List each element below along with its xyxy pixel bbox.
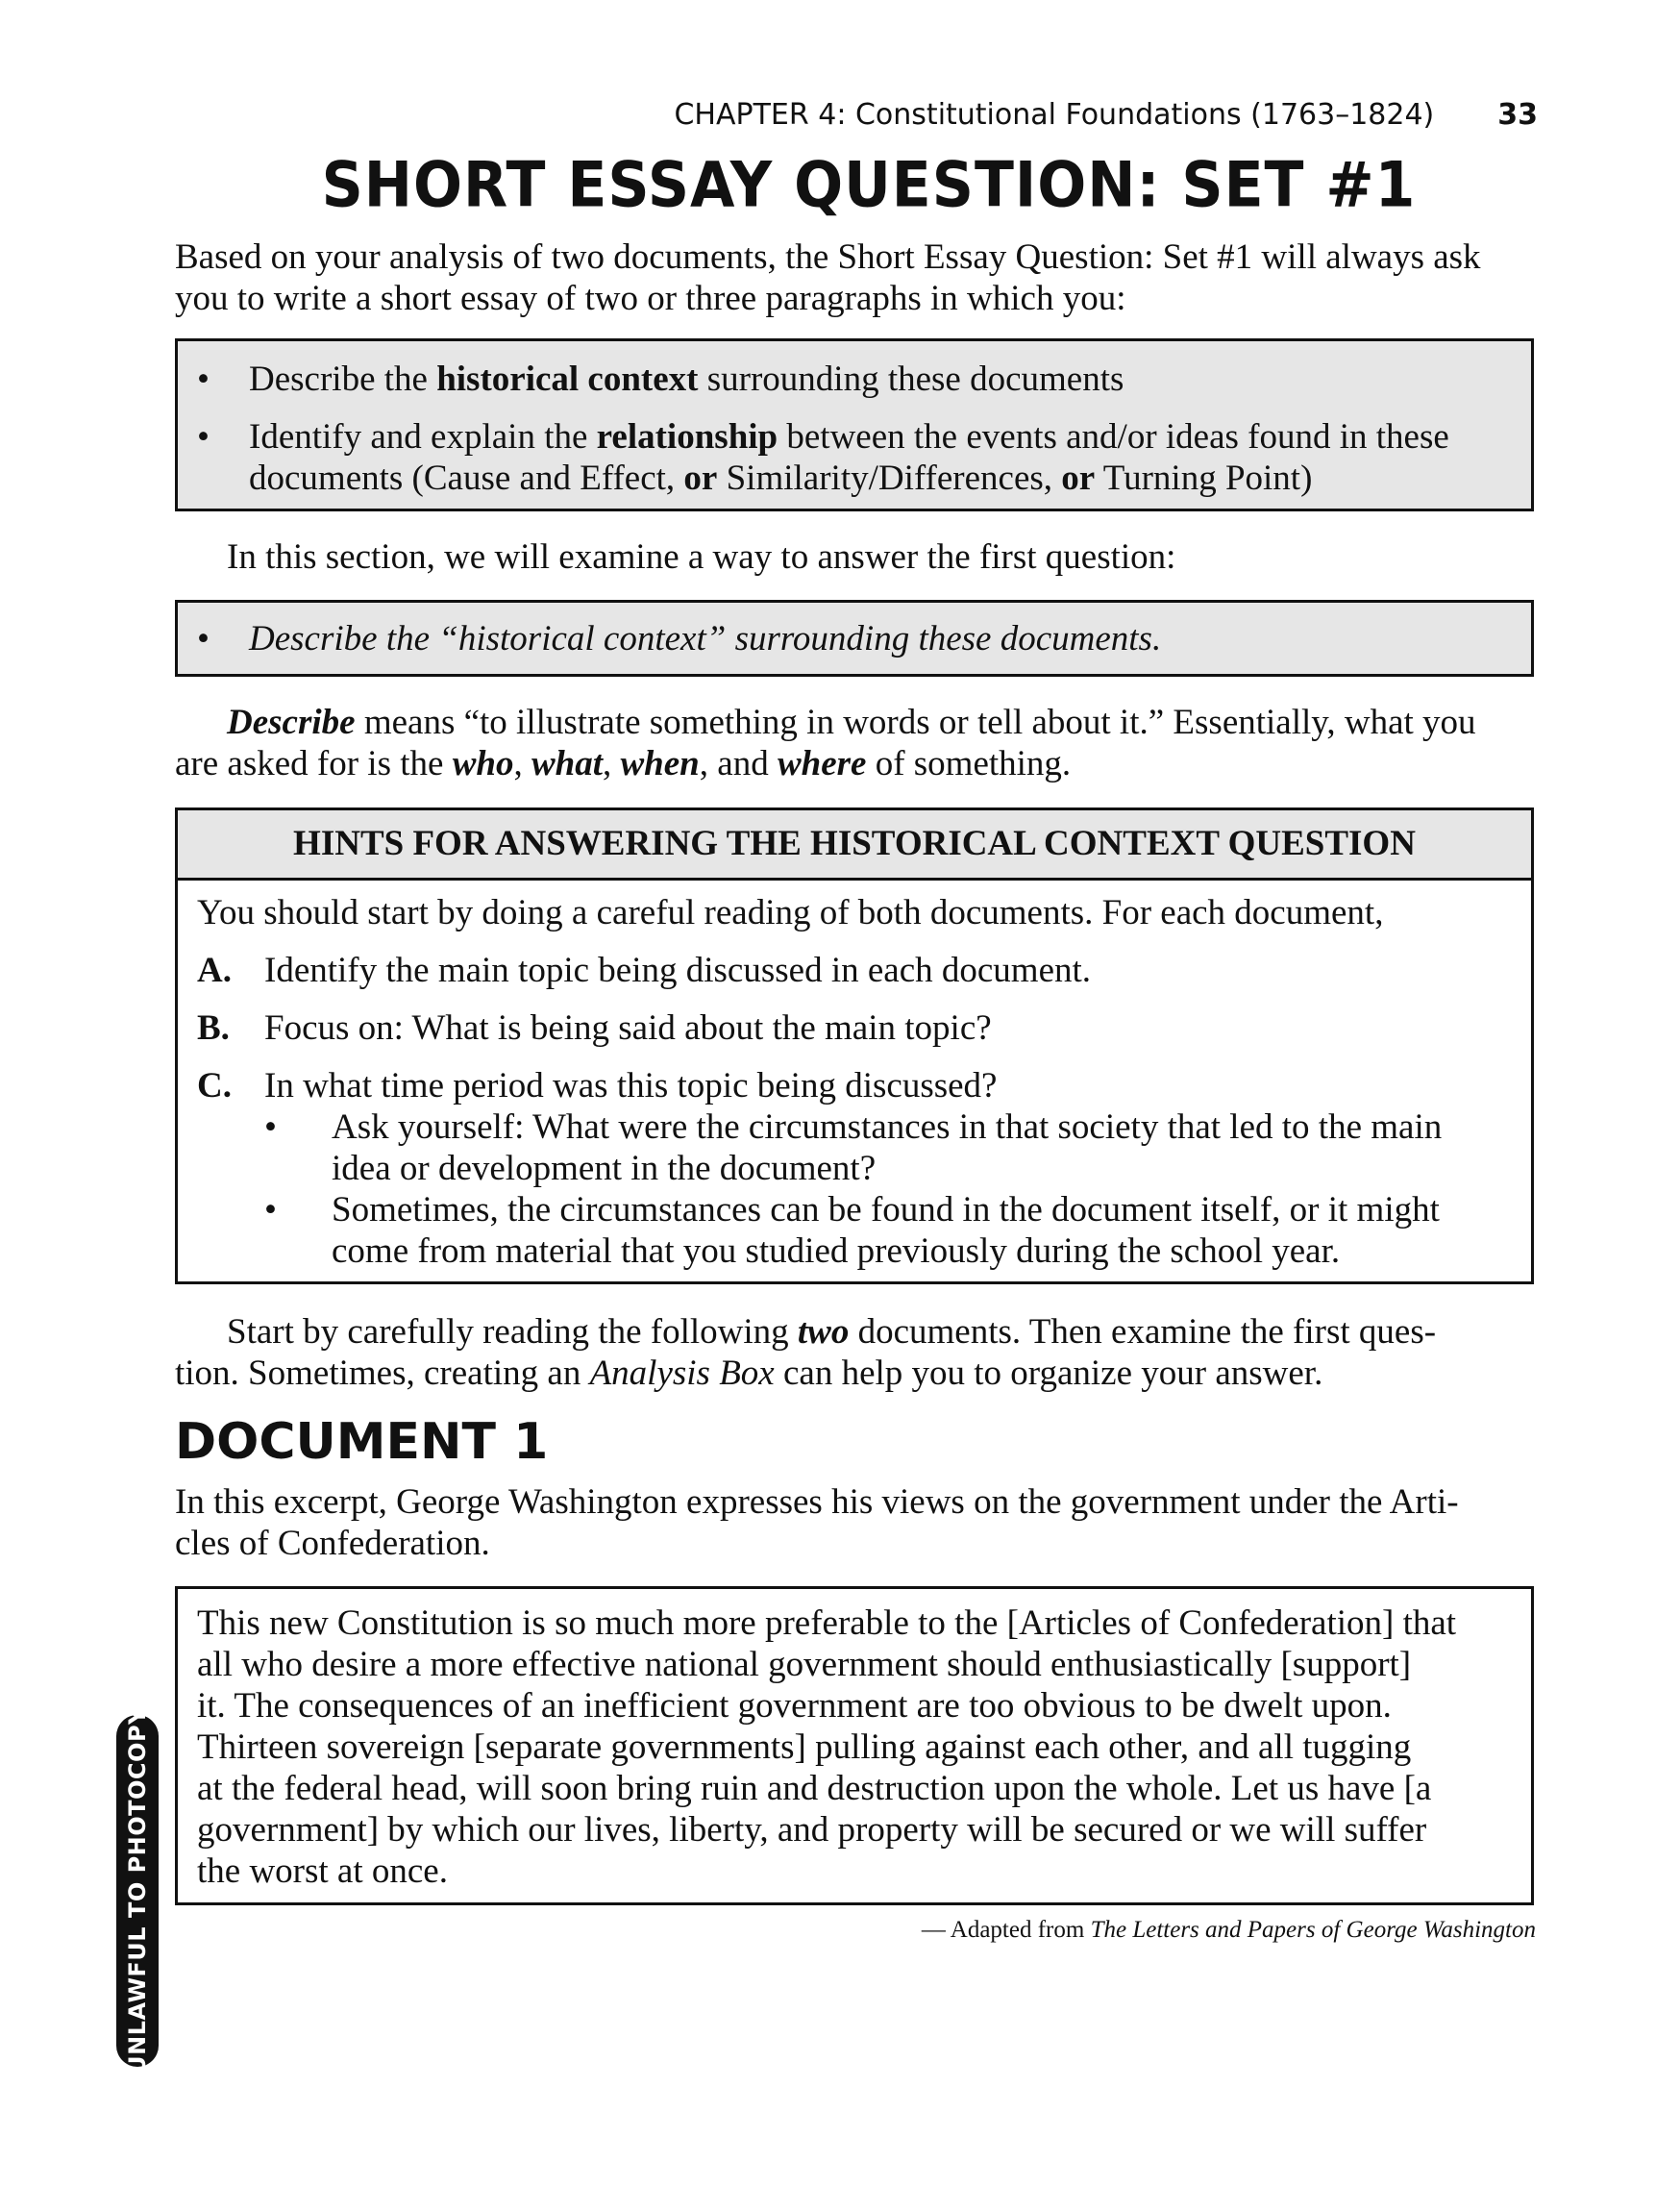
describe-term: Describe [227, 703, 356, 742]
page-number: 33 [1497, 98, 1538, 132]
start-paragraph: Start by carefully reading the following two documents. Then examine the first ques- tion. Sometimes, creating an Analysis Box can help you to organize your answer. [175, 1312, 1437, 1393]
intro-paragraph [175, 236, 1540, 319]
bullet-icon: • [197, 417, 210, 457]
source-title: The Letters and Papers of George Washington [1090, 1917, 1536, 1943]
task-item: • Identify and explain the relationship between the events and/or ideas found in these documents (Cause and Effect, or Similarity/Differences, or Turning Point) [197, 417, 1449, 498]
copyright-stamp [116, 1707, 159, 2074]
quote-line: government] by which our lives, liberty, and property will be secured or we will suffer [197, 1810, 1427, 1850]
hint-item [197, 1065, 1512, 1272]
task-item: • Describe the historical context surrounding these documents [197, 360, 1124, 399]
quote-line: at the federal head, will soon bring ruin and destruction upon the whole. Let us have [a [197, 1769, 1432, 1808]
hint-item [197, 950, 1512, 991]
hint-subitem: • Ask yourself: What were the circumstances in that society that led to the main idea or development in the document? [264, 1107, 1443, 1188]
quote-line: all who desire a more effective national government should enthusiastically [support] [197, 1645, 1412, 1684]
quote-line: it. The consequences of an inefficient government are too obvious to be dwelt upon. [197, 1686, 1392, 1726]
bullet-icon: • [197, 360, 210, 399]
stamp-text: UNLAWFUL TO PHOTOCOPY [124, 1707, 151, 2074]
hint-subitem: • Sometimes, the circumstances can be found in the document itself, or it might come from material that you studied previously during the school year. [264, 1190, 1440, 1271]
source-citation: — Adapted from The Letters and Papers of George Washington [921, 1917, 1536, 1943]
bullet-icon: • [264, 1190, 277, 1230]
quote-line: This new Constitution is so much more preferable to the [Articles of Confederation] that [197, 1603, 1457, 1643]
hints-body [178, 881, 1531, 1272]
focus-question: Describe the “historical context” surrounding these documents. [249, 619, 1162, 658]
focus-question-box [175, 600, 1534, 677]
hint-letter: B. [197, 1008, 230, 1048]
hint-text: In what time period was this topic being discussed? [264, 1066, 998, 1106]
intro-line: you to write a short essay of two or three paragraphs in which you: [175, 279, 1126, 318]
document-heading: DOCUMENT 1 [175, 1413, 549, 1471]
intro-line: Based on your analysis of two documents, the Short Essay Question: Set #1 will always ask [175, 237, 1481, 277]
hints-box [175, 807, 1534, 1284]
hints-lead: You should start by doing a careful reading of both documents. For each document, [197, 893, 1384, 932]
running-header [674, 98, 1538, 132]
page-title: SHORT ESSAY QUESTION: SET #1 [321, 149, 1417, 222]
document-intro: In this excerpt, George Washington expresses his views on the government under the Arti- cles of Confederation. [175, 1482, 1459, 1563]
focus-item [178, 618, 1531, 659]
document-quote-box [175, 1586, 1534, 1905]
task-list-box [175, 338, 1534, 511]
bullet-icon: • [197, 619, 210, 658]
hint-item [197, 1007, 1512, 1049]
quote-line: Thirteen sovereign [separate governments] pulling against each other, and all tugging [197, 1727, 1412, 1767]
section-intro: In this section, we will examine a way to answer the first question: [227, 537, 1176, 577]
describe-paragraph: Describe means “to illustrate something in words or tell about it.” Essentially, what you are asked for is the who, what, when, and where of something. [175, 703, 1476, 783]
hint-letter: C. [197, 1066, 232, 1106]
quote-line: the worst at once. [197, 1851, 448, 1891]
hint-letter: A. [197, 951, 232, 990]
hints-heading: HINTS FOR ANSWERING THE HISTORICAL CONTEXT QUESTION [178, 810, 1531, 881]
hint-text: Focus on: What is being said about the main topic? [264, 1008, 992, 1048]
chapter-title: CHAPTER 4: Constitutional Foundations (1763–1824) [674, 98, 1435, 132]
hint-text: Identify the main topic being discussed in each document. [264, 951, 1092, 990]
bullet-icon: • [264, 1107, 277, 1147]
